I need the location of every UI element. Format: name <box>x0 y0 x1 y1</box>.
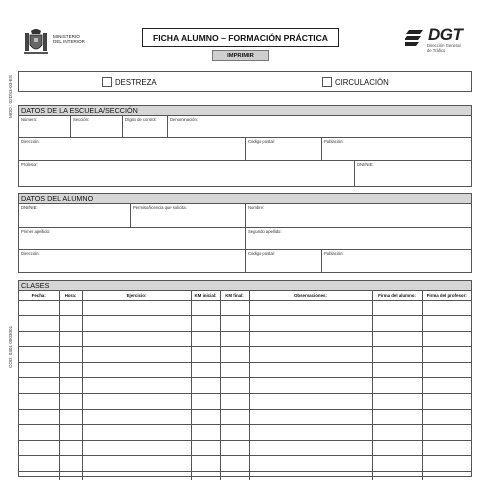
table-cell[interactable] <box>220 316 249 332</box>
field-label: Sección: <box>73 117 90 122</box>
table-row <box>19 425 471 441</box>
first-surname-field[interactable] <box>19 228 246 250</box>
section-title: CLASES <box>19 281 471 291</box>
table-cell[interactable] <box>372 394 422 410</box>
table-cell[interactable] <box>249 300 372 316</box>
table-cell[interactable] <box>422 300 471 316</box>
table-cell[interactable] <box>249 362 372 378</box>
table-row <box>19 409 471 425</box>
table-cell[interactable] <box>372 456 422 472</box>
table-cell[interactable] <box>249 456 372 472</box>
table-cell[interactable] <box>372 347 422 363</box>
table-cell[interactable] <box>19 378 59 394</box>
option-circulacion[interactable] <box>322 77 389 87</box>
student-dni-field[interactable] <box>19 204 131 228</box>
school-number-field[interactable] <box>19 116 71 138</box>
table-row <box>19 440 471 456</box>
table-cell[interactable] <box>82 409 191 425</box>
table-cell[interactable] <box>82 440 191 456</box>
field-label: Número: <box>21 117 38 122</box>
student-postal-code-field[interactable] <box>246 250 322 272</box>
circulacion-checkbox[interactable] <box>322 77 332 87</box>
table-cell[interactable] <box>422 378 471 394</box>
table-cell[interactable] <box>191 362 220 378</box>
table-cell[interactable] <box>82 456 191 472</box>
table-cell[interactable] <box>422 394 471 410</box>
table-cell[interactable] <box>59 347 82 363</box>
table-cell[interactable] <box>59 456 82 472</box>
column-header: Firma del profesor: <box>422 291 471 300</box>
dgt-subtitle-line: Dirección General <box>427 43 461 48</box>
table-cell[interactable] <box>422 331 471 347</box>
table-cell[interactable] <box>422 409 471 425</box>
table-cell[interactable] <box>422 456 471 472</box>
table-cell[interactable] <box>59 300 82 316</box>
model-code: MOD.: 02DS3-03-ES <box>8 75 13 118</box>
table-row <box>19 456 471 472</box>
column-header: KM final: <box>220 291 249 300</box>
classes-section <box>18 280 472 477</box>
table-cell[interactable] <box>82 300 191 316</box>
table-cell[interactable] <box>249 316 372 332</box>
student-town-field[interactable] <box>322 250 471 272</box>
table-cell[interactable] <box>220 440 249 456</box>
school-address-field[interactable] <box>19 138 246 161</box>
ministry-line: MINISTERIO <box>53 34 80 39</box>
table-cell[interactable] <box>19 362 59 378</box>
table-cell[interactable] <box>220 472 249 480</box>
table-cell[interactable] <box>191 300 220 316</box>
field-label: Nombre: <box>248 205 265 210</box>
table-cell[interactable] <box>220 378 249 394</box>
table-row <box>19 362 471 378</box>
table-cell[interactable] <box>59 440 82 456</box>
column-header: Observaciones: <box>249 291 372 300</box>
table-cell[interactable] <box>59 472 82 480</box>
table-cell[interactable] <box>19 409 59 425</box>
table-cell[interactable] <box>220 425 249 441</box>
table-row <box>19 300 471 316</box>
table-row <box>19 378 471 394</box>
table-cell[interactable] <box>372 316 422 332</box>
table-header-row <box>19 291 471 300</box>
table-cell[interactable] <box>249 331 372 347</box>
table-cell[interactable] <box>82 378 191 394</box>
school-name-field[interactable] <box>168 116 471 138</box>
option-label: CIRCULACIÓN <box>335 77 389 87</box>
table-cell[interactable] <box>19 331 59 347</box>
dgt-subtitle <box>427 44 467 54</box>
table-cell[interactable] <box>372 472 422 480</box>
table-cell[interactable] <box>422 362 471 378</box>
table-cell[interactable] <box>422 440 471 456</box>
table-cell[interactable] <box>82 362 191 378</box>
section-title: DATOS DEL ALUMNO <box>19 194 471 204</box>
table-cell[interactable] <box>372 409 422 425</box>
table-row <box>19 347 471 363</box>
table-cell[interactable] <box>220 409 249 425</box>
column-header: Firma del alumno: <box>372 291 422 300</box>
teacher-field[interactable] <box>19 161 355 186</box>
table-cell[interactable] <box>372 300 422 316</box>
table-cell[interactable] <box>191 394 220 410</box>
field-label: Dirección: <box>21 251 40 256</box>
table-cell[interactable] <box>82 425 191 441</box>
school-postal-code-field[interactable] <box>246 138 322 161</box>
option-label: DESTREZA <box>115 77 157 87</box>
print-button[interactable]: IMPRIMIR <box>212 50 269 61</box>
table-cell[interactable] <box>191 425 220 441</box>
table-row <box>19 316 471 332</box>
column-header: Hora: <box>59 291 82 300</box>
table-cell[interactable] <box>191 409 220 425</box>
table-cell[interactable] <box>372 331 422 347</box>
table-cell[interactable] <box>372 378 422 394</box>
table-cell[interactable] <box>249 347 372 363</box>
field-label: Permiso/licencia que solicita: <box>133 205 187 210</box>
table-cell[interactable] <box>19 472 59 480</box>
table-cell[interactable] <box>220 331 249 347</box>
table-cell[interactable] <box>191 316 220 332</box>
table-cell[interactable] <box>59 394 82 410</box>
table-cell[interactable] <box>19 425 59 441</box>
table-cell[interactable] <box>82 394 191 410</box>
table-cell[interactable] <box>59 316 82 332</box>
field-label: Código postal: <box>248 139 275 144</box>
table-cell[interactable] <box>249 409 372 425</box>
table-cell[interactable] <box>82 331 191 347</box>
form-title: FICHA ALUMNO – FORMACIÓN PRÁCTICA <box>142 28 339 47</box>
table-cell[interactable] <box>59 409 82 425</box>
classes-table-body <box>19 300 471 480</box>
table-cell[interactable] <box>249 378 372 394</box>
table-cell[interactable] <box>191 440 220 456</box>
field-label: Primer apellido: <box>21 229 51 234</box>
license-field[interactable] <box>131 204 246 228</box>
table-cell[interactable] <box>19 347 59 363</box>
field-label: Denominación: <box>170 117 198 122</box>
table-cell[interactable] <box>191 331 220 347</box>
student-name-field[interactable] <box>246 204 471 228</box>
ministry-line: DEL INTERIOR <box>53 39 85 45</box>
table-cell[interactable] <box>19 316 59 332</box>
ministry-name <box>53 34 103 44</box>
field-label: Código postal: <box>248 251 275 256</box>
table-cell[interactable] <box>19 456 59 472</box>
field-label: Población: <box>324 251 344 256</box>
field-label: DNI/NIE: <box>21 205 38 210</box>
table-cell[interactable] <box>191 456 220 472</box>
field-label: Población: <box>324 139 344 144</box>
table-cell[interactable] <box>191 347 220 363</box>
dgt-logo-text: DGT <box>428 25 463 44</box>
table-cell[interactable] <box>220 347 249 363</box>
table-cell[interactable] <box>372 440 422 456</box>
school-town-field[interactable] <box>322 138 471 161</box>
table-cell[interactable] <box>422 472 471 480</box>
coat-of-arms-logo <box>22 27 50 57</box>
student-section <box>18 193 472 273</box>
field-label: Profesor: <box>21 162 38 167</box>
table-cell[interactable] <box>220 300 249 316</box>
table-cell[interactable] <box>59 425 82 441</box>
table-cell[interactable] <box>191 378 220 394</box>
table-cell[interactable] <box>191 472 220 480</box>
table-cell[interactable] <box>249 472 372 480</box>
field-label: Segundo apellido: <box>248 229 282 234</box>
table-cell[interactable] <box>82 472 191 480</box>
table-cell[interactable] <box>220 456 249 472</box>
section-title: DATOS DE LA ESCUELA/SECCIÓN <box>19 106 471 116</box>
table-cell[interactable] <box>19 440 59 456</box>
table-cell[interactable] <box>59 378 82 394</box>
dgt-subtitle-line: de Tráfico <box>427 47 446 53</box>
table-cell[interactable] <box>82 316 191 332</box>
column-header: KM inicial: <box>191 291 220 300</box>
column-header: Ejercicio: <box>82 291 191 300</box>
table-cell[interactable] <box>220 394 249 410</box>
table-cell[interactable] <box>422 425 471 441</box>
table-row <box>19 472 471 480</box>
field-label: DNI/NIE: <box>357 162 374 167</box>
school-section-field[interactable] <box>71 116 123 138</box>
school-section <box>18 105 472 187</box>
table-cell[interactable] <box>249 425 372 441</box>
dgt-arrows-logo <box>405 28 427 48</box>
table-cell[interactable] <box>372 425 422 441</box>
teacher-dni-field[interactable] <box>355 161 471 186</box>
table-row <box>19 394 471 410</box>
check-digit-field[interactable] <box>123 116 168 138</box>
table-cell[interactable] <box>19 394 59 410</box>
table-cell[interactable] <box>59 331 82 347</box>
option-destreza[interactable] <box>102 77 157 87</box>
table-cell[interactable] <box>82 347 191 363</box>
field-label: Dígito de control: <box>125 117 157 122</box>
table-cell[interactable] <box>372 362 422 378</box>
field-label: Dirección: <box>21 139 40 144</box>
table-cell[interactable] <box>59 362 82 378</box>
table-cell[interactable] <box>422 347 471 363</box>
table-cell[interactable] <box>220 362 249 378</box>
student-address-field[interactable] <box>19 250 246 272</box>
form-code: COD: 0301 0003001 <box>8 325 13 368</box>
column-header: Fecha: <box>19 291 59 300</box>
classes-table <box>19 291 471 480</box>
table-row <box>19 331 471 347</box>
table-cell[interactable] <box>249 394 372 410</box>
table-cell[interactable] <box>19 300 59 316</box>
table-cell[interactable] <box>422 316 471 332</box>
table-cell[interactable] <box>249 440 372 456</box>
practice-type-options <box>18 71 472 92</box>
destreza-checkbox[interactable] <box>102 77 112 87</box>
second-surname-field[interactable] <box>246 228 471 250</box>
